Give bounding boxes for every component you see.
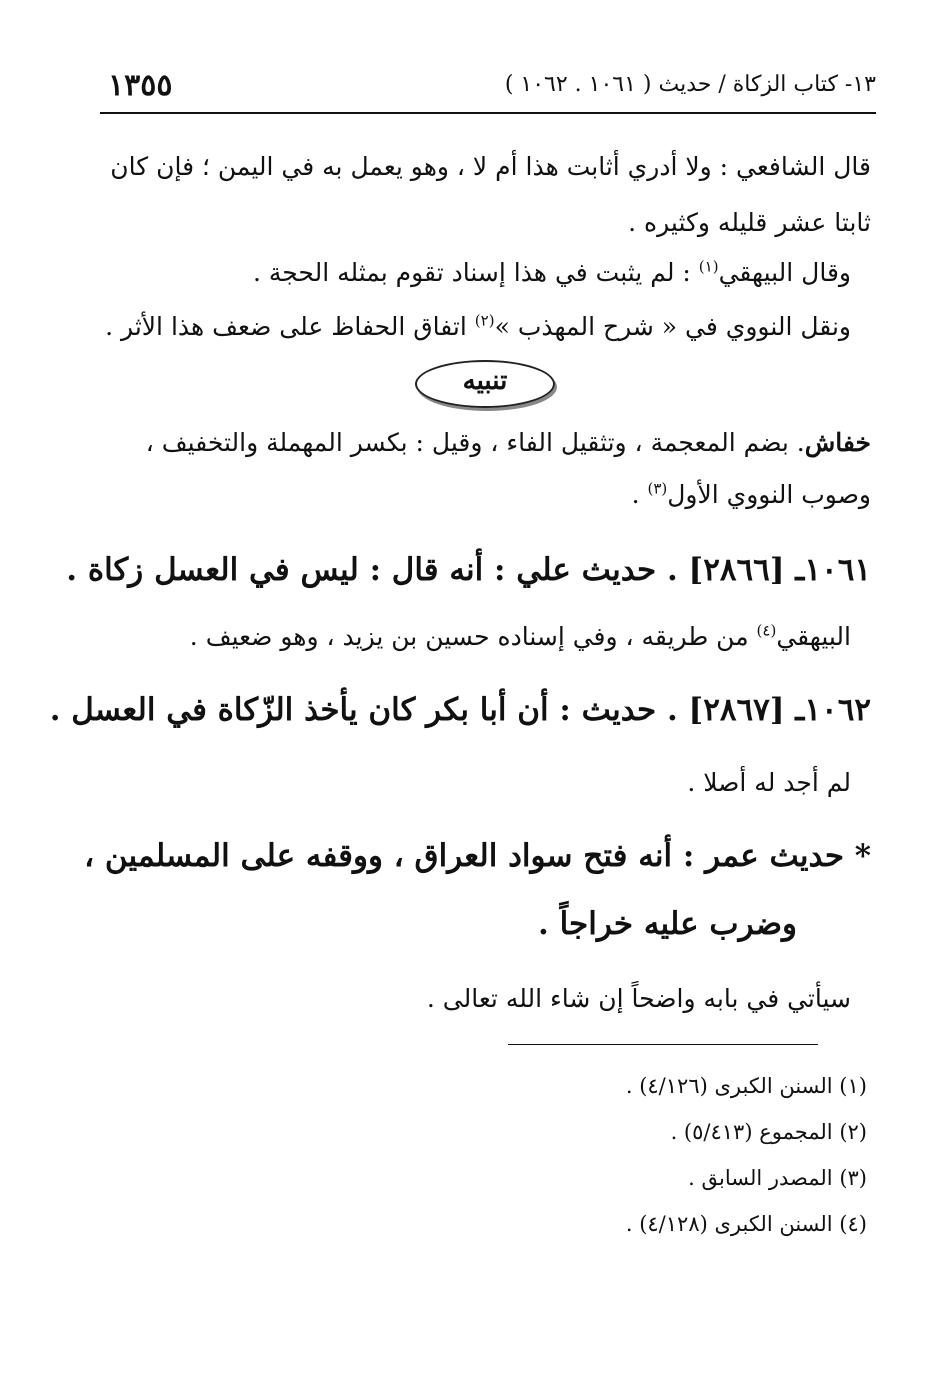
footnote-separator	[508, 1044, 818, 1045]
hadith-1061-comment-a: البيهقي	[776, 622, 851, 651]
hadith-1062-text: حديث : أن أبا بكر كان يأخذ الزّكاة في العسل .	[49, 692, 667, 728]
header-rule	[100, 112, 876, 114]
hadith-1062	[50, 692, 871, 728]
header-title: ١٣- كتاب الزكاة / حديث ( ١٠٦١ . ١٠٦٢ )	[504, 72, 876, 97]
paragraph-3-text-a: ونقل النووي في « شرح المهذب »	[494, 312, 851, 341]
hadith-omar-line-1: * حديث عمر : أنه فتح سواد العراق ، ووقفه على المسلمين ،	[84, 838, 871, 874]
tanbih-line-1-text: . بضم المعجمة ، وتثقيل الفاء ، وقيل : بكسر المهملة والتخفيف ،	[145, 428, 805, 457]
hadith-omar-line-2: وضرب عليه خراجاً .	[538, 906, 797, 942]
paragraph-2-text-a: وقال البيهقي	[718, 258, 851, 287]
paragraph-1-line-1: قال الشافعي : ولا أدري أثابت هذا أم لا ، وهو يعمل به في اليمن ؛ فإن كان	[110, 152, 871, 181]
hadith-1061-text: حديث علي : أنه قال : ليس في العسل زكاة .	[66, 552, 667, 588]
hadith-1061-comment	[190, 622, 851, 651]
tanbih-line-2-text-a: وصوب النووي الأول	[667, 480, 871, 509]
tanbih-line-2	[632, 480, 871, 509]
paragraph-3-text-b: اتفاق الحفاظ على ضعف هذا الأثر .	[105, 312, 475, 341]
footnote-3: (٣) المصدر السابق .	[688, 1166, 867, 1190]
hadith-1061-number: ١٠٦١ـ [٢٨٦٦] .	[666, 552, 871, 588]
footnote-1: (١) السنن الكبرى (٤/١٢٦) .	[625, 1074, 867, 1098]
tanbih-line-2-text-b: .	[631, 480, 648, 509]
footnote-2: (٢) المجموع (٥/٤١٣) .	[670, 1120, 867, 1144]
paragraph-2	[253, 258, 851, 287]
tanbih-heading-ornament	[415, 360, 555, 408]
tanbih-term: خفاش	[804, 428, 871, 457]
hadith-1062-comment: لم أجد له أصلا .	[687, 768, 851, 797]
footnote-ref-4: (٤)	[756, 621, 777, 640]
tanbih-heading: تنبيه	[462, 366, 508, 396]
hadith-omar-comment: سيأتي في بابه واضحاً إن شاء الله تعالى .	[426, 984, 851, 1013]
footnote-ref-1: (١)	[698, 257, 719, 276]
hadith-1061	[66, 552, 871, 588]
running-header	[100, 62, 876, 108]
paragraph-2-text-b: : لم يثبت في هذا إسناد تقوم بمثله الحجة .	[253, 258, 699, 287]
hadith-1062-number: ١٠٦٢ـ [٢٨٦٧] .	[666, 692, 871, 728]
page-number: ١٣٥٥	[108, 68, 173, 103]
footnote-4: (٤) السنن الكبرى (٤/١٢٨) .	[625, 1212, 867, 1236]
footnote-ref-3: (٣)	[647, 479, 668, 498]
hadith-1061-comment-b: من طريقه ، وفي إسناده حسين بن يزيد ، وهو ضعيف .	[189, 622, 757, 651]
paragraph-1-line-2: ثابتا عشر قليله وكثيره .	[628, 208, 871, 237]
tanbih-line-1	[146, 428, 871, 457]
paragraph-3	[105, 312, 851, 341]
footnote-ref-2: (٢)	[474, 311, 495, 330]
